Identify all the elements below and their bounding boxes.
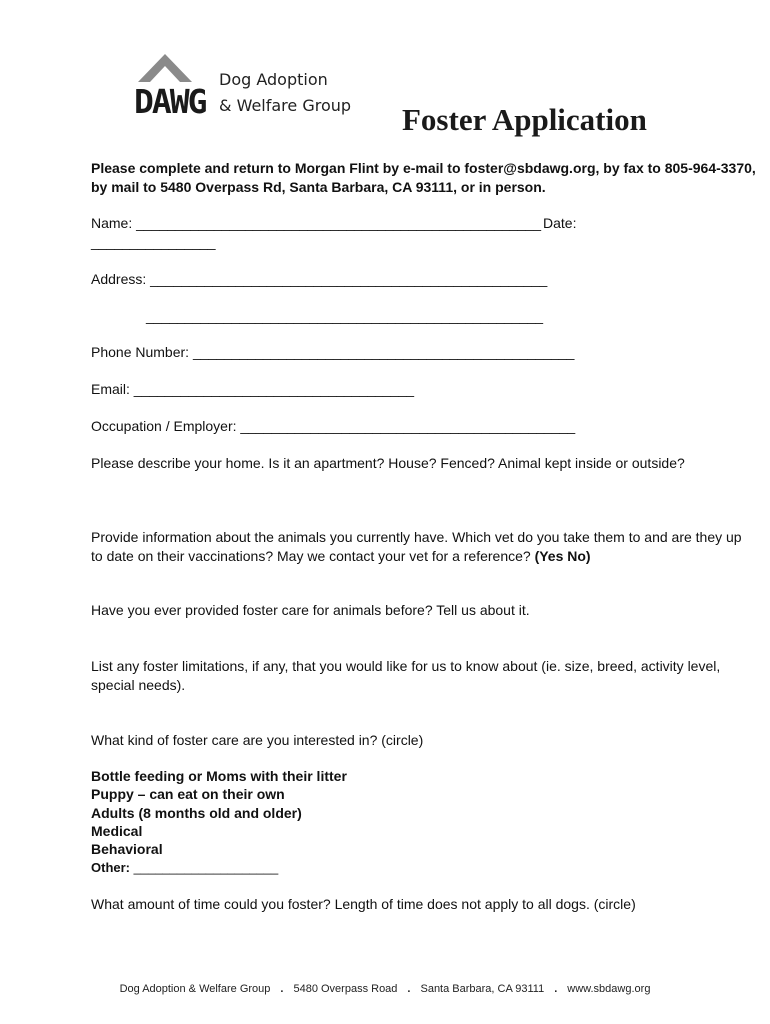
- other-field[interactable]: ____________________: [133, 860, 279, 875]
- yes-no-options[interactable]: (Yes No): [534, 548, 591, 564]
- date-field[interactable]: ________________: [91, 234, 216, 250]
- phone-field[interactable]: Phone Number: _________________________________________________: [91, 344, 575, 360]
- name-field[interactable]: Name: ____________________________________________________: [91, 215, 542, 231]
- question-kind: What kind of foster care are you interested in? (circle): [91, 732, 424, 748]
- footer-separator: .: [407, 983, 411, 995]
- footer-address: 5480 Overpass Road: [293, 983, 398, 995]
- footer-org: Dog Adoption & Welfare Group: [119, 983, 271, 995]
- question-time: What amount of time could you foster? Length of time does not apply to all dogs. (circle): [91, 896, 636, 912]
- question-animals-text: to date on their vaccinations? May we contact your vet for a reference?: [91, 548, 531, 564]
- page-title: Foster Application: [402, 102, 647, 137]
- other-label: Other:: [91, 860, 130, 875]
- logo-mark: DAWG: [134, 82, 206, 121]
- date-label: Date:: [543, 215, 577, 231]
- email-field[interactable]: Email: ____________________________________: [91, 381, 415, 397]
- occupation-field[interactable]: Occupation / Employer: ___________________________________________: [91, 418, 576, 434]
- logo-text-line1: Dog Adoption: [219, 70, 328, 89]
- logo-roof-icon: [138, 54, 192, 82]
- question-animals-line1: Provide information about the animals you currently have. Which vet do you take them to and are they up: [91, 529, 742, 545]
- address-field-line2[interactable]: ___________________________________________________: [146, 308, 544, 324]
- question-experience: Have you ever provided foster care for animals before? Tell us about it.: [91, 602, 530, 618]
- logo-text-line2: & Welfare Group: [219, 96, 352, 115]
- care-option-adults[interactable]: Adults (8 months old and older): [91, 805, 302, 821]
- question-limitations-line2: special needs).: [91, 677, 186, 693]
- question-limitations-line1: List any foster limitations, if any, that you would like for us to know about (ie. size, breed, activity level,: [91, 658, 721, 674]
- footer-separator: .: [280, 983, 284, 995]
- care-option-puppy[interactable]: Puppy – can eat on their own: [91, 786, 285, 802]
- care-option-other[interactable]: [91, 858, 278, 877]
- care-option-behavioral[interactable]: Behavioral: [91, 841, 163, 857]
- footer: [0, 983, 770, 995]
- care-option-medical[interactable]: Medical: [91, 823, 143, 839]
- address-field[interactable]: Address: ___________________________________________________: [91, 271, 548, 287]
- intro-line2: by mail to 5480 Overpass Rd, Santa Barbara, CA 93111, or in person.: [91, 179, 546, 195]
- intro-line1: Please complete and return to Morgan Flint by e-mail to foster@sbdawg.org, by fax to 805-964-3370,: [91, 160, 756, 176]
- footer-city: Santa Barbara, CA 93111: [420, 983, 545, 995]
- question-home: Please describe your home. Is it an apartment? House? Fenced? Animal kept inside or outside?: [91, 455, 685, 471]
- care-option-bottle-feeding[interactable]: Bottle feeding or Moms with their litter: [91, 768, 347, 784]
- footer-web-link[interactable]: www.sbdawg.org: [567, 983, 651, 995]
- question-animals-line2: [91, 547, 591, 566]
- footer-separator: .: [554, 983, 558, 995]
